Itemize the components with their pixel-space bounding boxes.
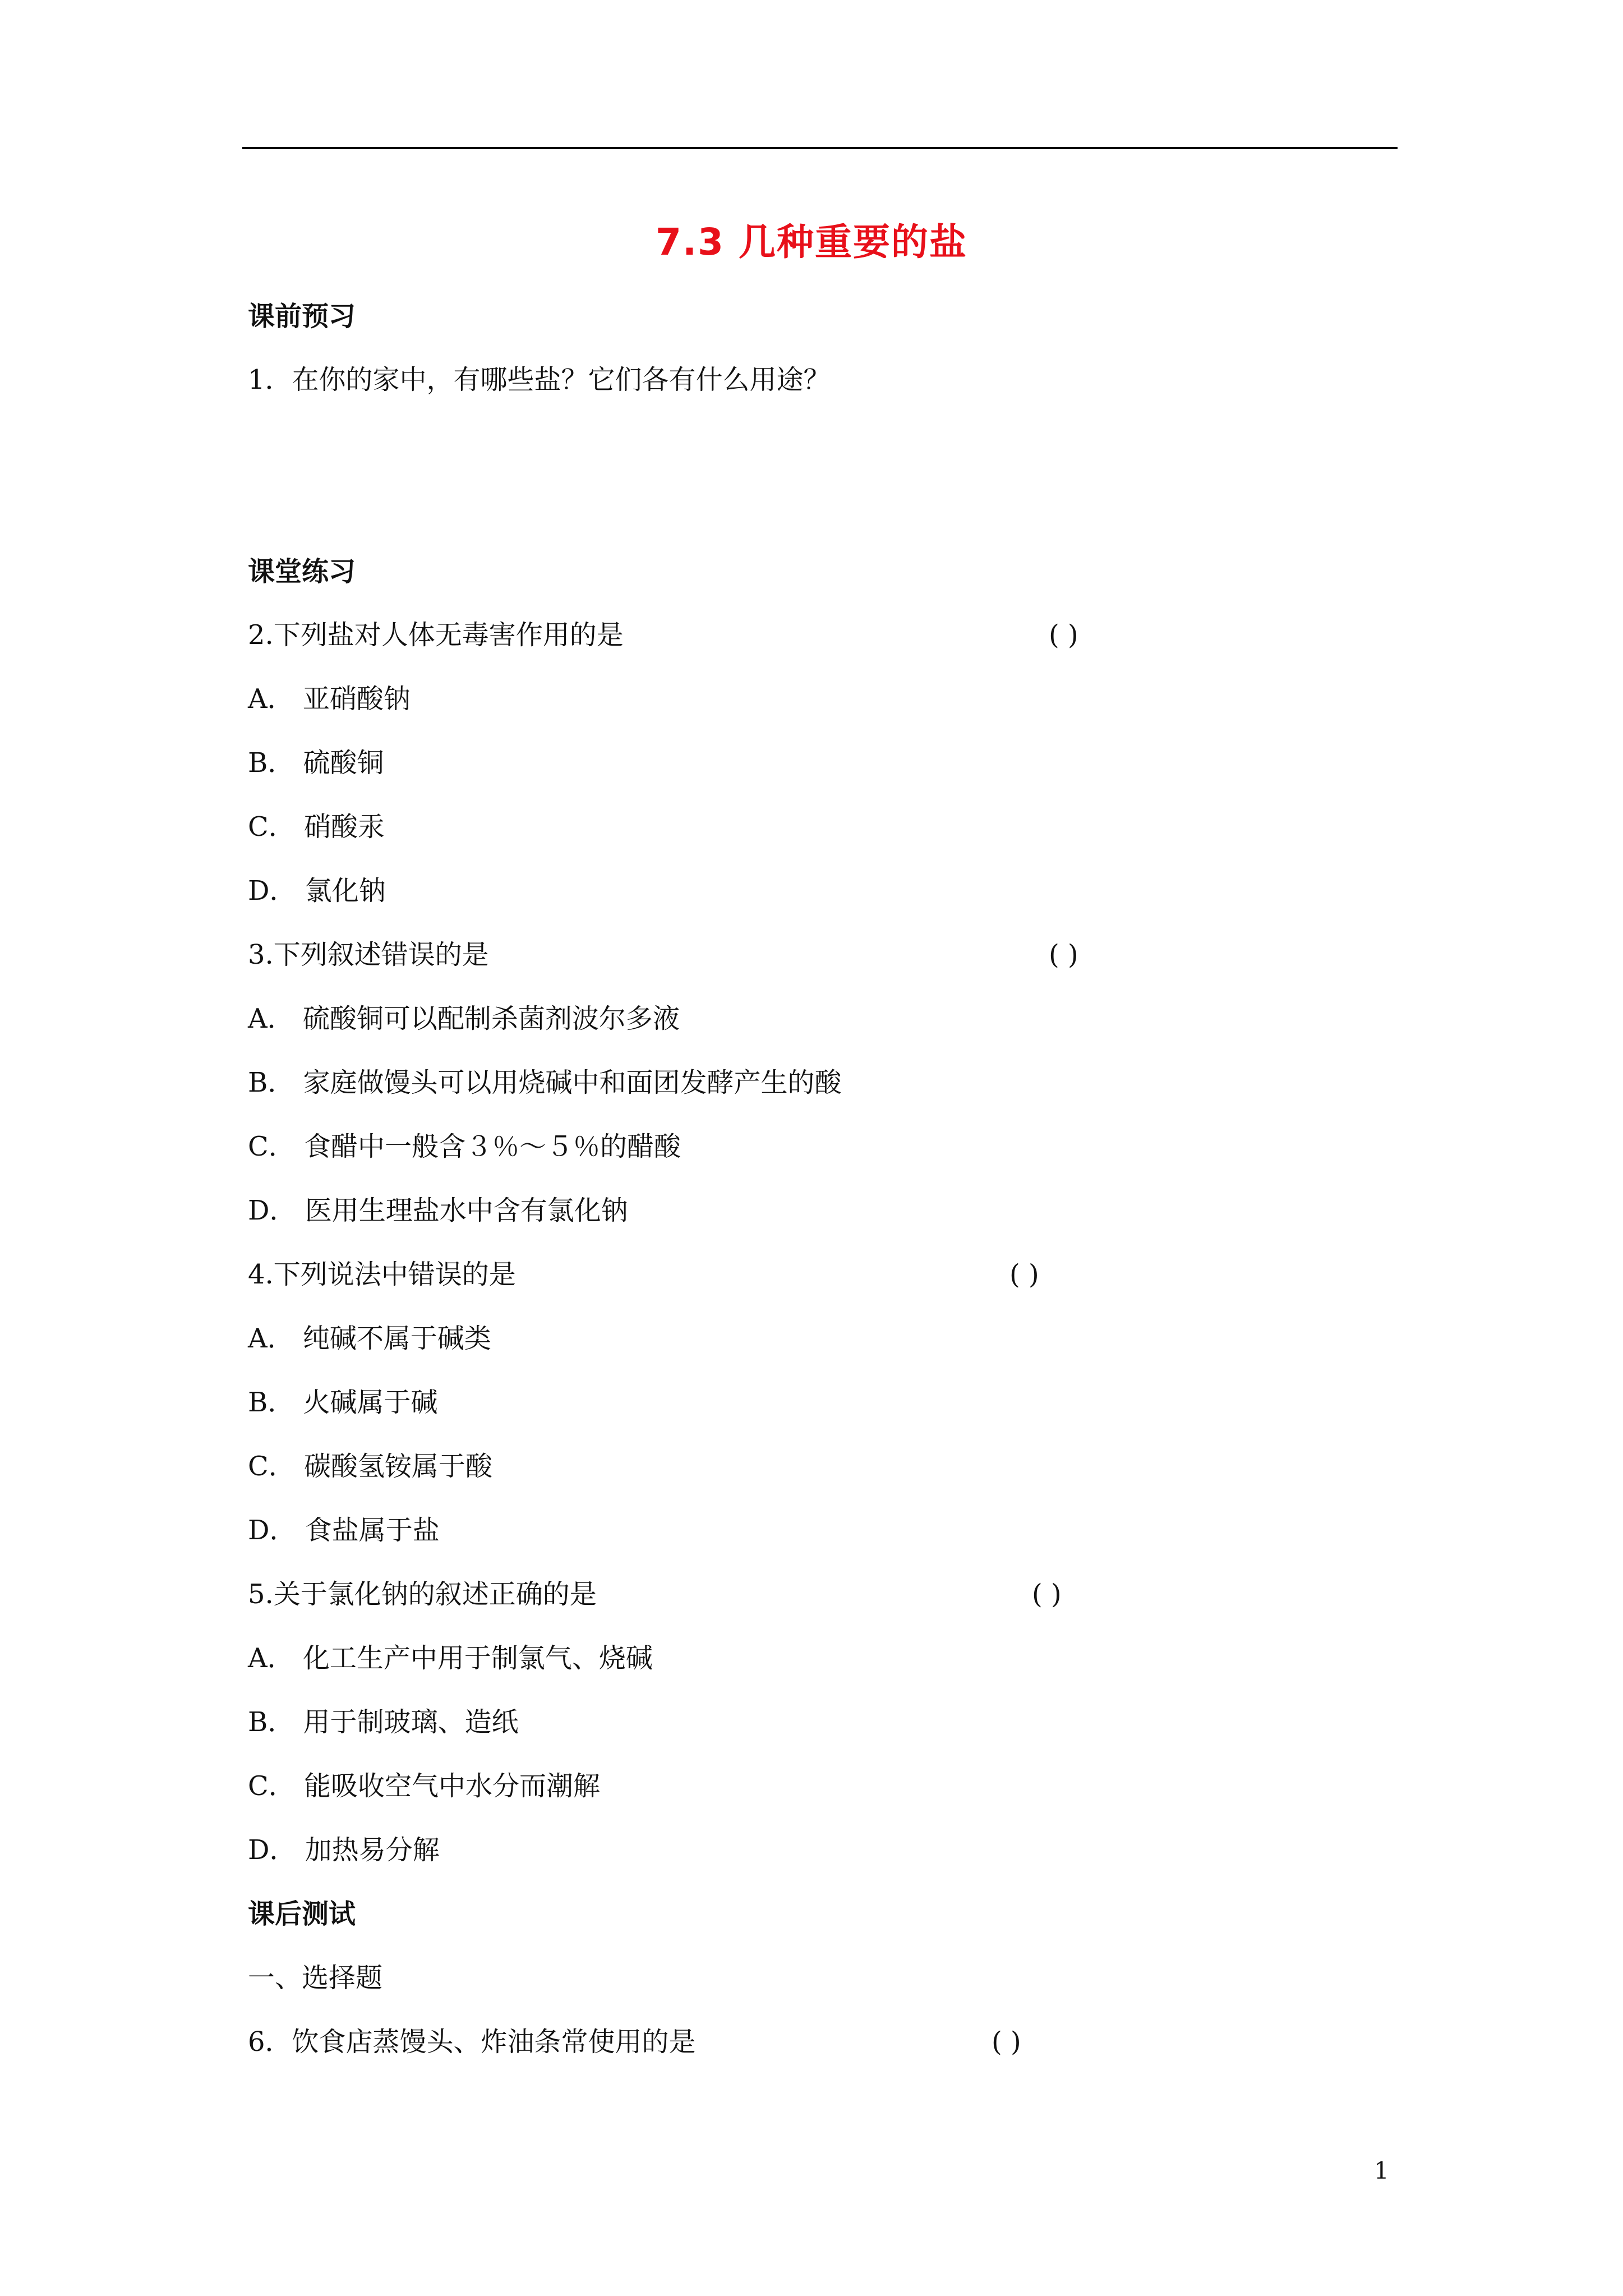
question-6-answer-paren: ( ) — [992, 2026, 1021, 2058]
question-3-option-d: D． 医用生理盐水中含有氯化钠 — [248, 1195, 628, 1226]
question-2-option-d: D． 氯化钠 — [248, 875, 386, 907]
question-3-option-b: B． 家庭做馒头可以用烧碱中和面团发酵产生的酸 — [248, 1067, 842, 1098]
question-3-answer-paren: ( ) — [1049, 939, 1078, 970]
page-number: 1 — [1374, 2157, 1389, 2184]
question-5-option-d: D． 加热易分解 — [248, 1834, 440, 1866]
question-5-option-c: C． 能吸收空气中水分而潮解 — [248, 1770, 600, 1802]
question-3-stem: 3.下列叙述错误的是 — [248, 939, 489, 970]
question-2-option-a: A． 亚硝酸钠 — [248, 683, 411, 715]
question-4-stem: 4.下列说法中错误的是 — [248, 1259, 516, 1290]
question-2-option-b: B． 硫酸铜 — [248, 747, 384, 779]
question-3-option-c: C． 食醋中一般含３％～５％的醋酸 — [248, 1131, 681, 1162]
question-5-option-b: B． 用于制玻璃、造纸 — [248, 1706, 519, 1738]
question-4-option-b: B． 火碱属于碱 — [248, 1387, 438, 1418]
question-5-stem: 5.关于氯化钠的叙述正确的是 — [248, 1579, 597, 1610]
section-after-class: 课后测试 — [248, 1898, 356, 1930]
question-2-stem: 2.下列盐对人体无毒害作用的是 — [248, 619, 624, 651]
question-1: 1．在你的家中，有哪些盐？它们各有什么用途？ — [248, 364, 831, 395]
section-pre-class: 课前预习 — [248, 301, 356, 332]
part-one-heading: 一、选择题 — [248, 1962, 383, 1994]
question-4-option-d: D． 食盐属于盐 — [248, 1515, 440, 1546]
question-6-stem: 6．饮食店蒸馒头、炸油条常使用的是 — [248, 2026, 696, 2058]
question-4-option-a: A． 纯碱不属于碱类 — [248, 1323, 491, 1354]
question-2-answer-paren: ( ) — [1049, 619, 1078, 651]
question-3-option-a: A． 硫酸铜可以配制杀菌剂波尔多液 — [248, 1003, 680, 1034]
page-title: 7.3 几种重要的盐 — [656, 220, 967, 264]
question-4-answer-paren: ( ) — [1009, 1259, 1039, 1290]
header-rule — [242, 147, 1398, 149]
question-5-option-a: A． 化工生产中用于制氯气、烧碱 — [248, 1642, 653, 1674]
question-4-option-c: C． 碳酸氢铵属于酸 — [248, 1451, 492, 1482]
question-5-answer-paren: ( ) — [1032, 1579, 1062, 1610]
section-in-class: 课堂练习 — [248, 556, 356, 587]
question-2-option-c: C． 硝酸汞 — [248, 811, 385, 843]
